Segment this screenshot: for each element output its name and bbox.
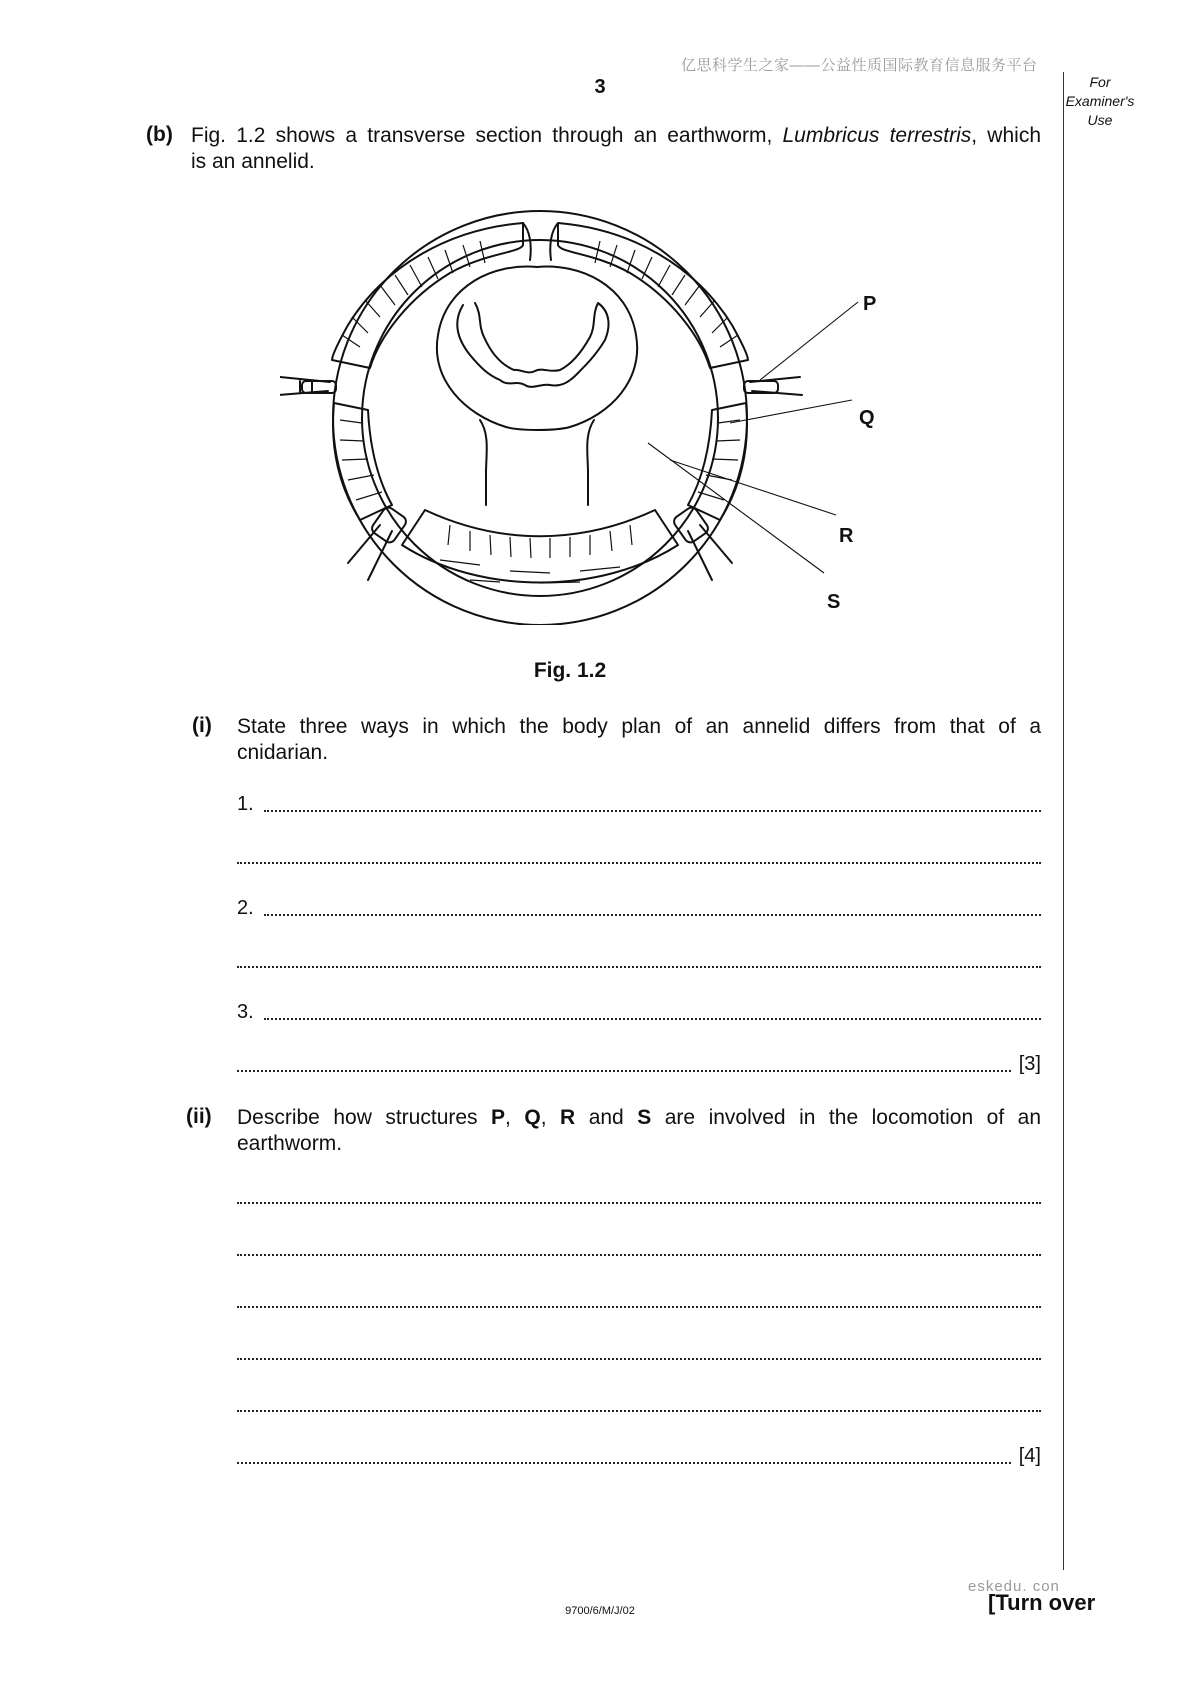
dotted-answer-line xyxy=(237,1306,1041,1308)
part-label-i: (i) xyxy=(192,714,212,737)
dotted-answer-line xyxy=(264,1018,1041,1020)
structure-p: P xyxy=(491,1106,506,1129)
question-intro-line-2: is an annelid. xyxy=(191,150,315,173)
dotted-answer-line xyxy=(237,1462,1011,1464)
part-ii-text-end: are involved in the locomotion of an xyxy=(651,1106,1041,1129)
dotted-answer-line xyxy=(237,966,1041,968)
label-r: R xyxy=(839,525,854,547)
footer-watermark: eskedu. con xyxy=(968,1578,1060,1595)
paper-code: 9700/6/M/J/02 xyxy=(565,1605,635,1617)
margin-note-line-3: Use xyxy=(1087,112,1113,128)
marks-part-ii: [4] xyxy=(1018,1445,1041,1467)
part-label-b: (b) xyxy=(146,123,173,146)
species-name: Lumbricus terrestris xyxy=(782,124,972,147)
figure-caption: Fig. 1.2 xyxy=(533,659,607,682)
leader-p xyxy=(760,302,858,380)
dotted-answer-line xyxy=(237,1202,1041,1204)
dorsal-notch xyxy=(523,223,558,260)
header-watermark: 亿思科学生之家——公益性质国际教育信息服务平台 xyxy=(681,57,1038,74)
part-i-question-line-1: State three ways in which the body plan of an annelid differs from that of a xyxy=(237,715,1041,738)
marks-part-i: [3] xyxy=(1018,1053,1041,1075)
leader-q xyxy=(730,400,852,423)
answer-line-ii-2[interactable] xyxy=(237,1235,1041,1261)
chaetae-lower-right xyxy=(688,525,732,580)
margin-note-line-1: For xyxy=(1089,74,1111,90)
structure-r: R xyxy=(560,1106,576,1129)
answer-line-ii-6[interactable] xyxy=(237,1443,1041,1469)
earthworm-transverse-section-figure xyxy=(280,205,880,625)
gut-lumen xyxy=(457,303,608,387)
separator: , xyxy=(540,1106,561,1129)
answer-line-ii-3[interactable] xyxy=(237,1287,1041,1313)
answer-line-1a[interactable] xyxy=(237,791,1041,817)
answer-line-2b[interactable] xyxy=(237,947,1041,973)
intro-text-end: , which xyxy=(971,124,1042,147)
gut-wall xyxy=(437,267,637,430)
part-ii-question-line-2: earthworm. xyxy=(237,1132,343,1155)
muscle-block-ventral xyxy=(402,510,678,583)
leader-s xyxy=(648,443,824,573)
answer-line-3b[interactable] xyxy=(237,1051,1041,1077)
structure-s: S xyxy=(637,1106,652,1129)
dotted-answer-line xyxy=(264,810,1041,812)
turn-over-notice: [Turn over xyxy=(988,1590,1096,1615)
part-ii-question-line-1 xyxy=(237,1105,1041,1131)
separator: , xyxy=(505,1106,525,1129)
answer-line-1b[interactable] xyxy=(237,843,1041,869)
answer-line-ii-1[interactable] xyxy=(237,1183,1041,1209)
answer-line-3a[interactable] xyxy=(237,999,1041,1025)
examiner-use-note xyxy=(1062,73,1138,130)
examiner-margin-rule xyxy=(1063,72,1064,1570)
answer-number-2: 2. xyxy=(237,897,254,919)
label-p: P xyxy=(863,293,877,315)
dotted-answer-line xyxy=(237,1254,1041,1256)
answer-line-ii-5[interactable] xyxy=(237,1391,1041,1417)
dotted-answer-line xyxy=(237,862,1041,864)
margin-note-line-2: Examiner's xyxy=(1065,93,1135,109)
answer-number-1: 1. xyxy=(237,793,254,815)
chaetae-lower-left xyxy=(348,525,392,580)
dotted-answer-line xyxy=(264,914,1041,916)
intro-text: Fig. 1.2 shows a transverse section through an earthworm, xyxy=(191,124,783,147)
label-s: S xyxy=(827,591,841,613)
page-number: 3 xyxy=(594,76,606,98)
part-label-ii: (ii) xyxy=(186,1105,212,1128)
question-intro-line-1 xyxy=(191,123,1041,149)
label-q: Q xyxy=(859,407,875,429)
answer-line-ii-4[interactable] xyxy=(237,1339,1041,1365)
dotted-answer-line xyxy=(237,1070,1011,1072)
dotted-answer-line xyxy=(237,1410,1041,1412)
part-i-question-line-2: cnidarian. xyxy=(237,741,329,764)
answer-number-3: 3. xyxy=(237,1001,254,1023)
conjunction: and xyxy=(575,1106,638,1129)
mesentery xyxy=(480,420,594,505)
structure-q: Q xyxy=(524,1106,541,1129)
part-ii-text: Describe how structures xyxy=(237,1106,492,1129)
inner-body-wall xyxy=(362,240,718,596)
dotted-answer-line xyxy=(237,1358,1041,1360)
answer-line-2a[interactable] xyxy=(237,895,1041,921)
